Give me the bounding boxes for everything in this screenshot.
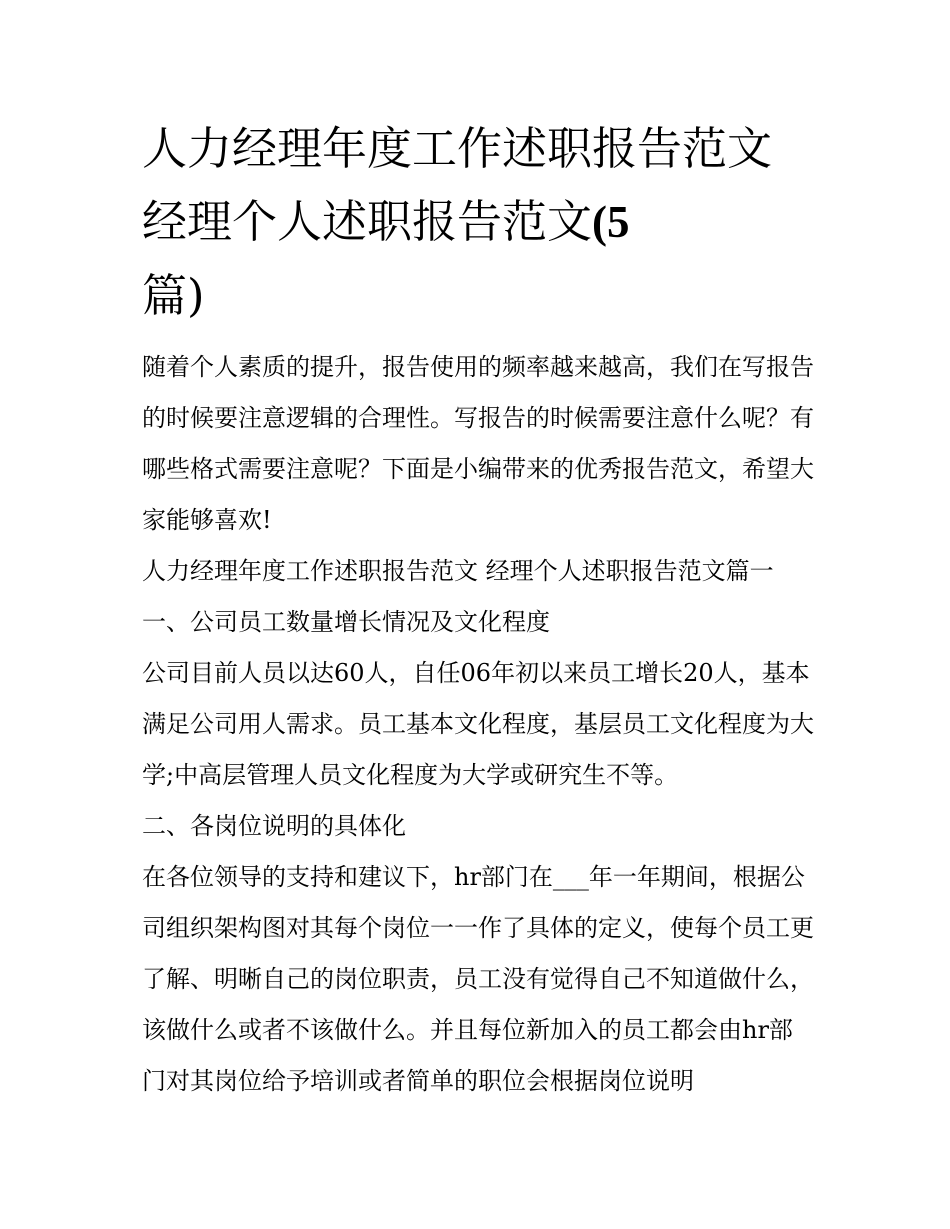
- section-title: 人力经理年度工作述职报告范文 经理个人述职报告范文篇一: [142, 557, 774, 585]
- paragraph-staff-growth: 公司目前人员以达60人，自任06年初以来员工增长20人，基本满足公司用人需求。员工基本文化程度，基层员工文化程度为大学;中高层管理人员文化程度为大学或研究生不等。: [142, 659, 814, 789]
- heading-one: 一、公司员工数量增长情况及文化程度: [142, 608, 550, 636]
- title-count: (5: [592, 197, 630, 247]
- title-text: 人力经理年度工作述职报告范文 经理个人述职报告范文: [142, 122, 773, 248]
- title-suffix: 篇): [142, 269, 205, 322]
- document-body: [142, 112, 814, 1107]
- document-title: [142, 112, 814, 332]
- heading-two: 二、各岗位说明的具体化: [142, 812, 406, 840]
- paragraph-position-description: 在各位领导的支持和建议下，hr部门在___年一年期间，根据公司组织架构图对其每个岗位一一作了具体的定义，使每个员工更了解、明晰自己的岗位职责，员工没有觉得自己不知道做什么，该做什么或者不该做什么。并且每位新加入的员工都会由hr部门对其岗位给予培训或者简单的职位会根据岗位说明: [142, 863, 814, 1095]
- intro-paragraph: 随着个人素质的提升，报告使用的频率越来越高，我们在写报告的时候要注意逻辑的合理性。写报告的时候需要注意什么呢？有哪些格式需要注意呢？下面是小编带来的优秀报告范文，希望大家能够喜欢!: [142, 353, 814, 534]
